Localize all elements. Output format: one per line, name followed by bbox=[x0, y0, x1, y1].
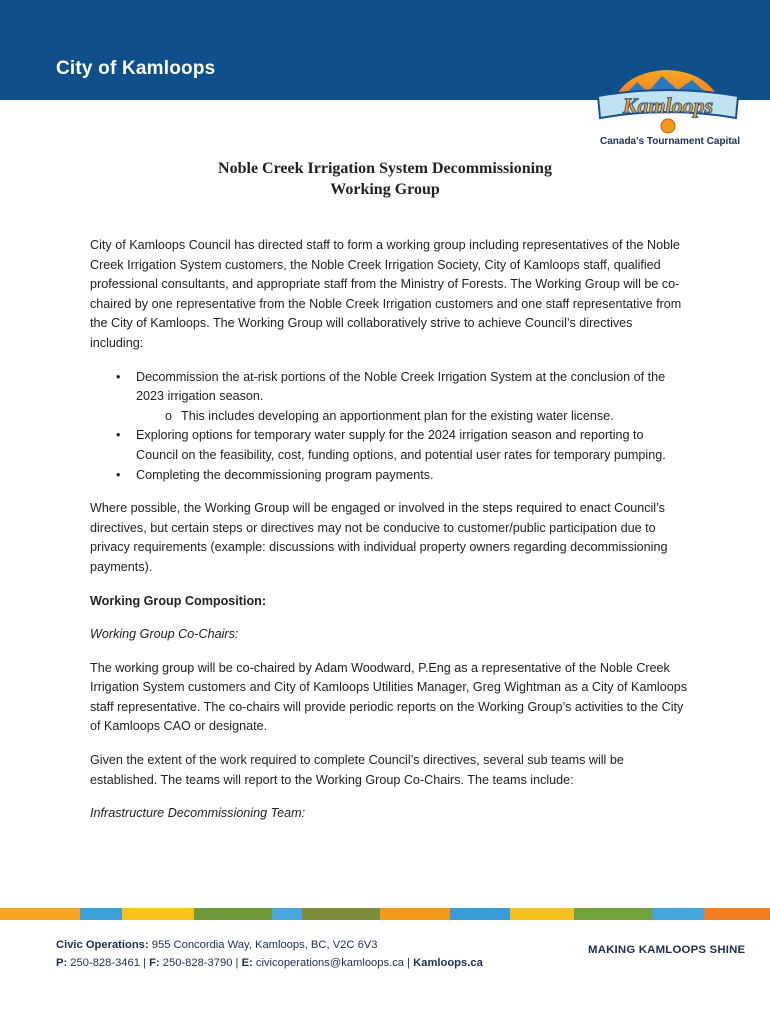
footer-contact bbox=[56, 936, 483, 972]
bullet-icon: • bbox=[116, 369, 121, 384]
list-item: • Exploring options for temporary water supply for the 2024 irrigation season and reporting to Council on the feasibility, cost, funding options, and potential user rates for temporary pumping. bbox=[116, 428, 666, 462]
circle-bullet-icon: o bbox=[165, 408, 173, 423]
cochairs-heading: Working Group Co-Chairs: bbox=[90, 627, 239, 642]
phone-number: 250-828-3461 bbox=[70, 957, 140, 969]
participation-paragraph: Where possible, the Working Group will be engaged or involved in the steps required to enact Council’s directives, but certain steps or directives may not be conducive to customer/public participation due to privacy requirements (example: discussions with individual property owners regarding decommissioning payments). bbox=[90, 501, 668, 574]
bullet-icon: • bbox=[116, 428, 121, 443]
list-item: • Decommission the at-risk portions of the Noble Creek Irrigation System at the conclusion of the 2023 irrigation season. bbox=[116, 369, 666, 404]
intro-paragraph: City of Kamloops Council has directed staff to form a working group including representatives of the Noble Creek Irrigation System customers, the Noble Creek Irrigation Society, City of Kamloops staff, qualified professional consultants, and appropriate staff from the Ministry of Forests. The Working Group will be co-chaired by one representative from the Noble Creek Irrigation customers and one staff representative from the City of Kamloops. The Working Group will collaboratively strive to achieve Council’s directives including: bbox=[90, 238, 682, 350]
footer-color-stripe bbox=[0, 908, 770, 920]
org-name: City of Kamloops bbox=[56, 58, 216, 79]
tagline: Canada's Tournament Capital bbox=[600, 136, 740, 147]
footer-contact-line: P: 250-828-3461 | F: 250-828-3790 | E: civicoperations@kamloops.ca | Kamloops.ca bbox=[56, 957, 483, 969]
bullet-icon: • bbox=[116, 467, 121, 482]
list-item: • Completing the decommissioning program payments. bbox=[136, 466, 688, 486]
slogan: MAKING KAMLOOPS SHINE bbox=[588, 944, 746, 956]
title-line-1: Noble Creek Irrigation System Decommissioning bbox=[218, 160, 552, 177]
title-line-2: Working Group bbox=[330, 181, 440, 198]
footer-address-line: Civic Operations: 955 Concordia Way, Kamloops, BC, V2C 6V3 bbox=[56, 939, 378, 951]
svg-text:Kamloops: Kamloops bbox=[622, 93, 714, 118]
infrastructure-heading: Infrastructure Decommissioning Team: bbox=[90, 806, 306, 821]
cochairs-paragraph: The working group will be co-chaired by Adam Woodward, P.Eng as a representative of the Noble Creek Irrigation System customers and City of Kamloops Utilities Manager, Greg Wightman as a City of Kamloops staff representative. The co-chairs will provide periodic reports on the Working Group’s activities to the City of Kamloops CAO or designate. bbox=[90, 660, 688, 734]
sub-list-item: o This includes developing an apportionment plan for the existing water license. bbox=[136, 407, 688, 427]
subteams-paragraph: Given the extent of the work required to complete Council’s directives, several sub teams will be established. The teams will report to the Working Group Co-Chairs. The teams include: bbox=[90, 753, 624, 787]
document-body bbox=[90, 236, 688, 838]
document-title bbox=[0, 158, 770, 200]
website-link[interactable]: Kamloops.ca bbox=[413, 957, 483, 969]
directives-list bbox=[90, 368, 688, 486]
email-link[interactable]: civicoperations@kamloops.ca bbox=[255, 957, 405, 969]
composition-heading: Working Group Composition: bbox=[90, 593, 267, 608]
fax-number: 250-828-3790 bbox=[162, 957, 233, 969]
